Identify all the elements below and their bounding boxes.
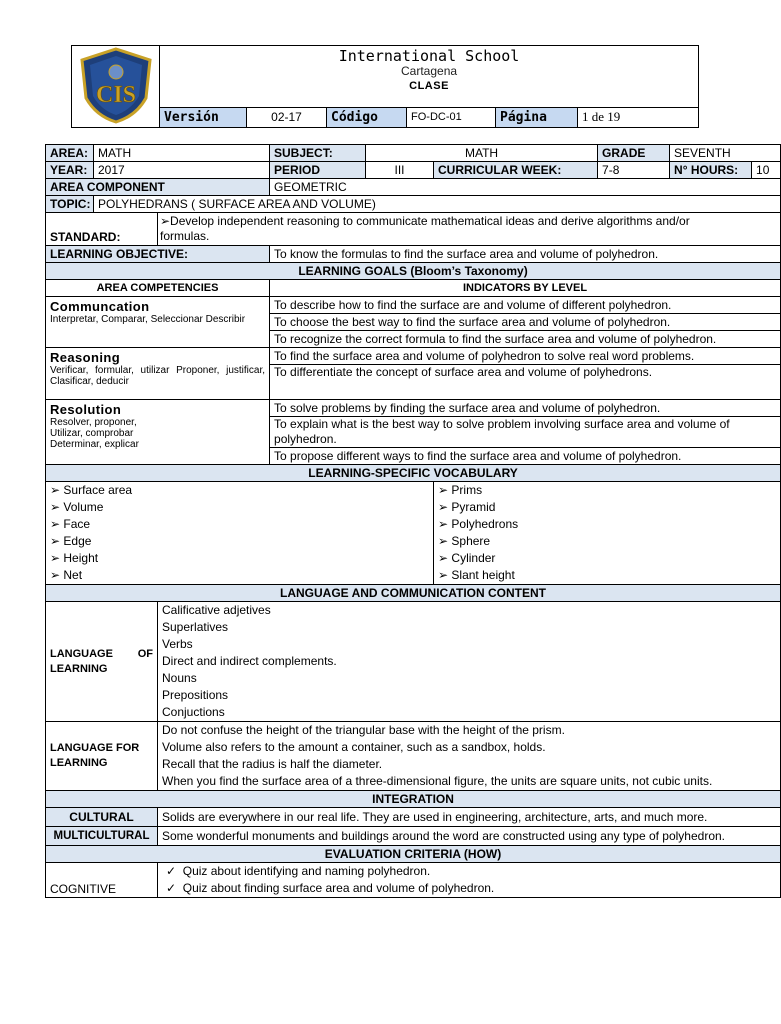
school-city: Cartagena: [401, 64, 458, 78]
objective-value: To know the formulas to find the surface area and volume of polyhedron.: [270, 246, 781, 263]
indicator-resolution-1: To solve problems by finding the surface area and volume of polyhedron.: [270, 400, 781, 417]
vocab-item: ➢ Volume: [50, 500, 104, 514]
school-title-block: [160, 46, 699, 108]
indicator-communication-1: To describe how to find the surface are and volume of different polyhedron.: [270, 297, 781, 314]
language-title: LANGUAGE AND COMMUNICATION CONTENT: [46, 585, 781, 602]
component-label: AREA COMPONENT: [46, 179, 270, 196]
subject-value: MATH: [366, 145, 598, 162]
indicator-communication-2: To choose the best way to find the surface area and volume of polyhedron.: [270, 314, 781, 331]
vocab-item: ➢ Prims: [438, 483, 483, 497]
page-label: Página: [496, 107, 578, 128]
resolution-skills-3: Determinar, explicar: [50, 439, 139, 450]
competency-communication: [46, 297, 270, 348]
vocab-item: ➢ Face: [50, 517, 91, 531]
language-of-item: Verbs: [162, 637, 193, 651]
cultural-label: CULTURAL: [46, 808, 158, 827]
topic-row: [46, 196, 781, 213]
indicator-communication-3: To recognize the correct formula to find the surface area and volume of polyhedron.: [270, 331, 781, 348]
objective-row: [46, 246, 781, 263]
language-of-learning-label: LANGUAGE OF LEARNING: [46, 602, 158, 722]
standard-line-1: ➢Develop independent reasoning to communicate mathematical ideas and derive algorithms and/or: [160, 214, 690, 228]
language-for-item: Do not confuse the height of the triangular base with the height of the prism.: [162, 723, 565, 737]
document-type: CLASE: [409, 80, 449, 92]
vocab-item: ➢ Sphere: [438, 534, 491, 548]
objective-label: LEARNING OBJECTIVE:: [46, 246, 270, 263]
evaluation-item: ✓ Quiz about identifying and naming polyhedron.: [166, 864, 431, 878]
version-value: 02-17: [247, 107, 327, 128]
vocab-item: ➢ Surface area: [50, 483, 133, 497]
standard-label-cell: [46, 213, 158, 246]
cis-shield-logo: [76, 46, 156, 124]
cultural-text: Solids are everywhere in our real life. They are used in engineering, architecture, arts, and much more.: [158, 808, 781, 827]
communication-skills: Interpretar, Comparar, Seleccionar Describir: [50, 314, 246, 325]
communication-title: Communcation: [50, 299, 150, 314]
multicultural-text: Some wonderful monuments and buildings around the word are constructed using any type of polyhedron.: [158, 827, 781, 846]
topic-value: POLYHEDRANS ( SURFACE AREA AND VOLUME): [94, 196, 781, 213]
period-label: PERIOD: [270, 162, 366, 179]
year-value: 2017: [94, 162, 270, 179]
reasoning-skills: Verificar, formular, utilizar Proponer, justificar, Clasificar, deducir: [50, 365, 266, 387]
document-header: [71, 45, 699, 128]
standard-line-2: formulas.: [160, 229, 210, 243]
area-competencies-header: AREA COMPETENCIES: [46, 280, 270, 297]
topic-label: TOPIC:: [46, 196, 94, 213]
evaluation-item: ✓ Quiz about finding surface area and volume of polyhedron.: [166, 881, 495, 895]
component-value: GEOMETRIC: [270, 179, 781, 196]
period-value: III: [366, 162, 434, 179]
area-value: MATH: [94, 145, 270, 162]
competency-resolution: [46, 400, 270, 465]
indicators-header: INDICATORS BY LEVEL: [270, 280, 781, 297]
code-value: FO-DC-01: [407, 107, 496, 128]
area-label: AREA:: [46, 145, 94, 162]
grade-label: GRADE: [598, 145, 670, 162]
language-of-item: Prepositions: [162, 688, 229, 702]
resolution-skills-2: Utilizar, comprobar: [50, 428, 134, 439]
vocab-item: ➢ Edge: [50, 534, 92, 548]
indicator-reasoning-2: To differentiate the concept of surface area and volume of polyhedrons.: [270, 365, 781, 400]
week-label: CURRICULAR WEEK:: [434, 162, 598, 179]
info-row-1: [46, 145, 781, 162]
cognitive-list: [158, 863, 781, 898]
language-for-learning-label: LANGUAGE FOR LEARNING: [46, 722, 158, 791]
cognitive-label: COGNITIVE: [46, 863, 158, 898]
week-value: 7-8: [598, 162, 670, 179]
vocab-item: ➢ Slant height: [438, 568, 515, 582]
indicator-resolution-2: To explain what is the best way to solve problem involving surface area and volume of polyhedron.: [270, 417, 781, 448]
learning-goals-title: LEARNING GOALS (Bloom’s Taxonomy): [46, 263, 781, 280]
language-of-item: Direct and indirect complements.: [162, 654, 337, 668]
standard-label: STANDARD:: [50, 230, 121, 244]
reasoning-title: Reasoning: [50, 350, 121, 365]
page-value: 1 de 19: [578, 107, 699, 128]
school-logo: [72, 46, 160, 128]
language-of-item: Calificative adjetives: [162, 603, 271, 617]
integration-title: INTEGRATION: [46, 791, 781, 808]
competency-reasoning: [46, 348, 270, 400]
indicator-resolution-3: To propose different ways to find the surface area and volume of polyhedron.: [270, 448, 781, 465]
check-icon: ✓: [166, 881, 177, 895]
year-label: YEAR:: [46, 162, 94, 179]
language-for-item: When you find the surface area of a three-dimensional figure, the units are square units, not cubic units.: [162, 774, 713, 788]
language-for-item: Recall that the radius is half the diameter.: [162, 757, 383, 771]
multicultural-label: MULTICULTURAL: [46, 827, 158, 846]
vocab-item: ➢ Pyramid: [438, 500, 496, 514]
language-of-item: Conjuctions: [162, 705, 225, 719]
language-for-item: Volume also refers to the amount a container, such as a sandbox, holds.: [162, 740, 546, 754]
vocab-item: ➢ Height: [50, 551, 99, 565]
class-plan-table: [45, 144, 781, 898]
check-icon: ✓: [166, 864, 177, 878]
language-of-item: Superlatives: [162, 620, 229, 634]
version-label: Versión: [160, 107, 247, 128]
vocabulary-left-list: [46, 482, 434, 585]
hours-label: N° HOURS:: [670, 162, 752, 179]
language-of-learning-list: [158, 602, 781, 722]
language-of-item: Nouns: [162, 671, 197, 685]
vocabulary-title: LEARNING-SPECIFIC VOCABULARY: [46, 465, 781, 482]
goals-header-row: [46, 280, 781, 297]
resolution-title: Resolution: [50, 402, 122, 417]
subject-label: SUBJECT:: [270, 145, 366, 162]
code-label: Código: [327, 107, 407, 128]
grade-value: SEVENTH: [670, 145, 781, 162]
area-component-row: [46, 179, 781, 196]
vocab-item: ➢ Cylinder: [438, 551, 496, 565]
vocab-item: ➢ Net: [50, 568, 83, 582]
vocab-item: ➢ Polyhedrons: [438, 517, 519, 531]
svg-text:CIS: CIS: [95, 82, 136, 108]
hours-value: 10: [752, 162, 781, 179]
standard-value: [158, 213, 781, 246]
vocabulary-right-list: [434, 482, 781, 585]
school-name: International School: [338, 47, 520, 65]
evaluation-title: EVALUATION CRITERIA (HOW): [46, 846, 781, 863]
info-row-2: [46, 162, 781, 179]
resolution-skills-1: Resolver, proponer,: [50, 417, 137, 428]
language-for-learning-list: [158, 722, 781, 791]
indicator-reasoning-1: To find the surface area and volume of polyhedron to solve real word problems.: [270, 348, 781, 365]
standard-row: [46, 213, 781, 246]
